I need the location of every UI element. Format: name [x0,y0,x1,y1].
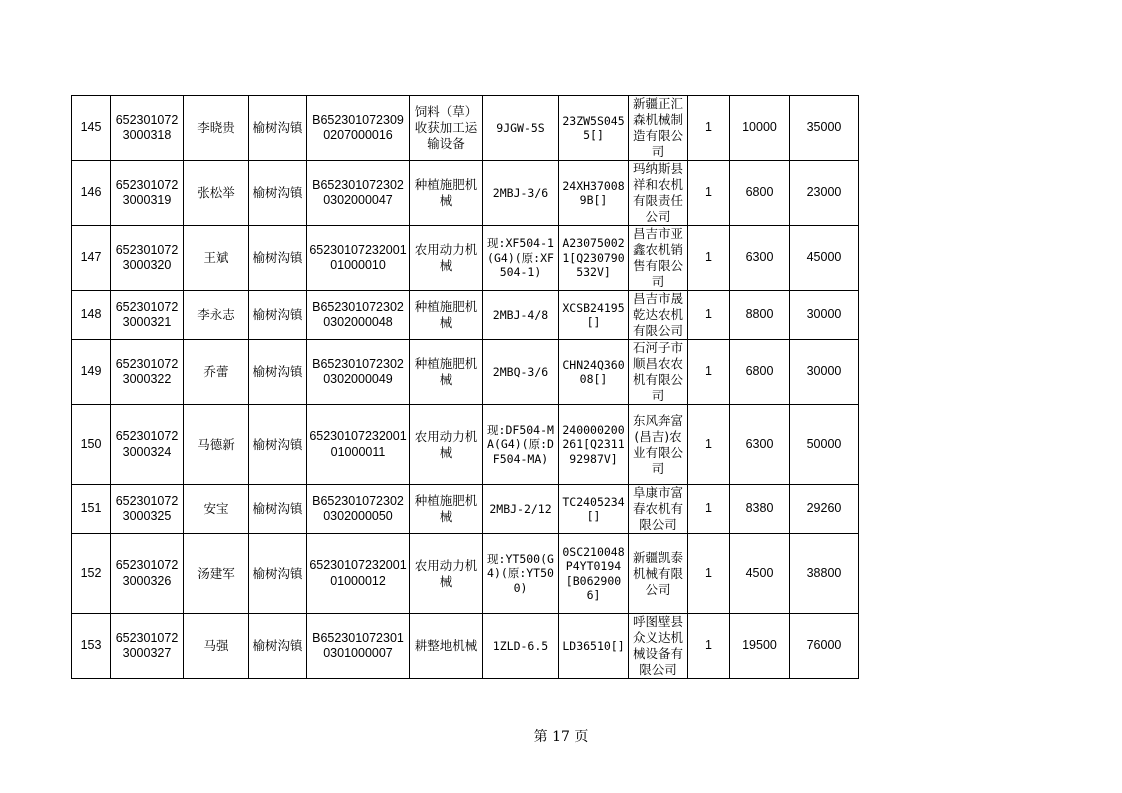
machine-code: B6523010723020302000050 [307,485,410,534]
dealer-name: 玛纳斯县祥和农机有限责任公司 [629,161,688,226]
buyer-name: 乔蕾 [184,340,249,405]
sale-price: 45000 [790,226,859,291]
household-id: 6523010723000324 [111,405,184,485]
table-row [72,340,859,405]
machine-model: 现:XF504-1(G4)(原:XF504-1) [483,226,559,291]
serial-number: TC2405234[] [559,485,629,534]
sale-price: 35000 [790,96,859,161]
buyer-name: 张松举 [184,161,249,226]
buyer-name: 马强 [184,614,249,679]
household-id: 6523010723000321 [111,291,184,340]
quantity: 1 [688,226,730,291]
row-number: 146 [72,161,111,226]
household-id: 6523010723000322 [111,340,184,405]
machine-code: B6523010723090207000016 [307,96,410,161]
row-number: 151 [72,485,111,534]
machine-model: 2MBJ-4/8 [483,291,559,340]
dealer-name: 新疆凯泰机械有限公司 [629,534,688,614]
town: 榆树沟镇 [249,485,307,534]
table-row [72,291,859,340]
table-row [72,485,859,534]
machine-code: B6523010723020302000049 [307,340,410,405]
table-row [72,226,859,291]
row-number: 148 [72,291,111,340]
town: 榆树沟镇 [249,405,307,485]
subsidy-amount: 6800 [730,340,790,405]
machine-code: 6523010723200101000011 [307,405,410,485]
machine-model: 2MBJ-2/12 [483,485,559,534]
machine-code: B6523010723010301000007 [307,614,410,679]
serial-number: LD36510[] [559,614,629,679]
machine-code: B6523010723020302000048 [307,291,410,340]
household-id: 6523010723000318 [111,96,184,161]
subsidy-amount: 8800 [730,291,790,340]
town: 榆树沟镇 [249,340,307,405]
subsidy-amount: 6300 [730,226,790,291]
machine-model: 1ZLD-6.5 [483,614,559,679]
dealer-name: 新疆正汇森机械制造有限公司 [629,96,688,161]
quantity: 1 [688,96,730,161]
household-id: 6523010723000319 [111,161,184,226]
dealer-name: 昌吉市晟乾达农机有限公司 [629,291,688,340]
sale-price: 38800 [790,534,859,614]
row-number: 149 [72,340,111,405]
buyer-name: 汤建军 [184,534,249,614]
page-number: 第 17 页 [533,729,589,745]
machine-model: 现:DF504-MA(G4)(原:DF504-MA) [483,405,559,485]
machine-model: 2MBJ-3/6 [483,161,559,226]
subsidy-amount: 6300 [730,405,790,485]
buyer-name: 李永志 [184,291,249,340]
quantity: 1 [688,340,730,405]
machine-category: 种植施肥机械 [410,291,483,340]
subsidy-amount: 6800 [730,161,790,226]
quantity: 1 [688,534,730,614]
town: 榆树沟镇 [249,96,307,161]
machine-category: 农用动力机械 [410,534,483,614]
subsidy-amount: 8380 [730,485,790,534]
table-row [72,161,859,226]
machine-category: 农用动力机械 [410,405,483,485]
quantity: 1 [688,614,730,679]
serial-number: 23ZW5S0455[] [559,96,629,161]
quantity: 1 [688,161,730,226]
machine-category: 种植施肥机械 [410,340,483,405]
serial-number: 240000200261[Q231192987V] [559,405,629,485]
machine-model: 现:YT500(G4)(原:YT500) [483,534,559,614]
town: 榆树沟镇 [249,226,307,291]
machine-code: 6523010723200101000010 [307,226,410,291]
machine-code: B6523010723020302000047 [307,161,410,226]
buyer-name: 李晓贵 [184,96,249,161]
sale-price: 76000 [790,614,859,679]
household-id: 6523010723000325 [111,485,184,534]
row-number: 147 [72,226,111,291]
serial-number: CHN24Q36008[] [559,340,629,405]
sale-price: 29260 [790,485,859,534]
quantity: 1 [688,405,730,485]
buyer-name: 安宝 [184,485,249,534]
machine-category: 饲料（草）收获加工运输设备 [410,96,483,161]
dealer-name: 呼图壁县众义达机械设备有限公司 [629,614,688,679]
sale-price: 23000 [790,161,859,226]
household-id: 6523010723000327 [111,614,184,679]
serial-number: 0SC210048P4YT0194[B0629006] [559,534,629,614]
row-number: 153 [72,614,111,679]
table-row [72,614,859,679]
serial-number: XCSB24195[] [559,291,629,340]
quantity: 1 [688,291,730,340]
town: 榆树沟镇 [249,614,307,679]
sale-price: 50000 [790,405,859,485]
machine-category: 农用动力机械 [410,226,483,291]
household-id: 6523010723000320 [111,226,184,291]
machine-category: 种植施肥机械 [410,161,483,226]
row-number: 145 [72,96,111,161]
serial-number: 24XH370089B[] [559,161,629,226]
buyer-name: 马德新 [184,405,249,485]
table-row [72,534,859,614]
sale-price: 30000 [790,340,859,405]
sale-price: 30000 [790,291,859,340]
machine-model: 2MBQ-3/6 [483,340,559,405]
table-row [72,405,859,485]
subsidy-amount: 4500 [730,534,790,614]
town: 榆树沟镇 [249,534,307,614]
town: 榆树沟镇 [249,291,307,340]
dealer-name: 阜康市富春农机有限公司 [629,485,688,534]
machine-category: 种植施肥机械 [410,485,483,534]
quantity: 1 [688,485,730,534]
machine-code: 6523010723200101000012 [307,534,410,614]
dealer-name: 昌吉市亚鑫农机销售有限公司 [629,226,688,291]
row-number: 152 [72,534,111,614]
subsidy-amount: 10000 [730,96,790,161]
machine-model: 9JGW-5S [483,96,559,161]
subsidy-amount: 19500 [730,614,790,679]
machine-category: 耕整地机械 [410,614,483,679]
table-row [72,96,859,161]
subsidy-table [71,95,859,679]
dealer-name: 东风奔富(昌吉)农业有限公司 [629,405,688,485]
household-id: 6523010723000326 [111,534,184,614]
town: 榆树沟镇 [249,161,307,226]
serial-number: A230750021[Q230790532V] [559,226,629,291]
row-number: 150 [72,405,111,485]
table-body [72,96,859,679]
buyer-name: 王斌 [184,226,249,291]
dealer-name: 石河子市顺昌农农机有限公司 [629,340,688,405]
